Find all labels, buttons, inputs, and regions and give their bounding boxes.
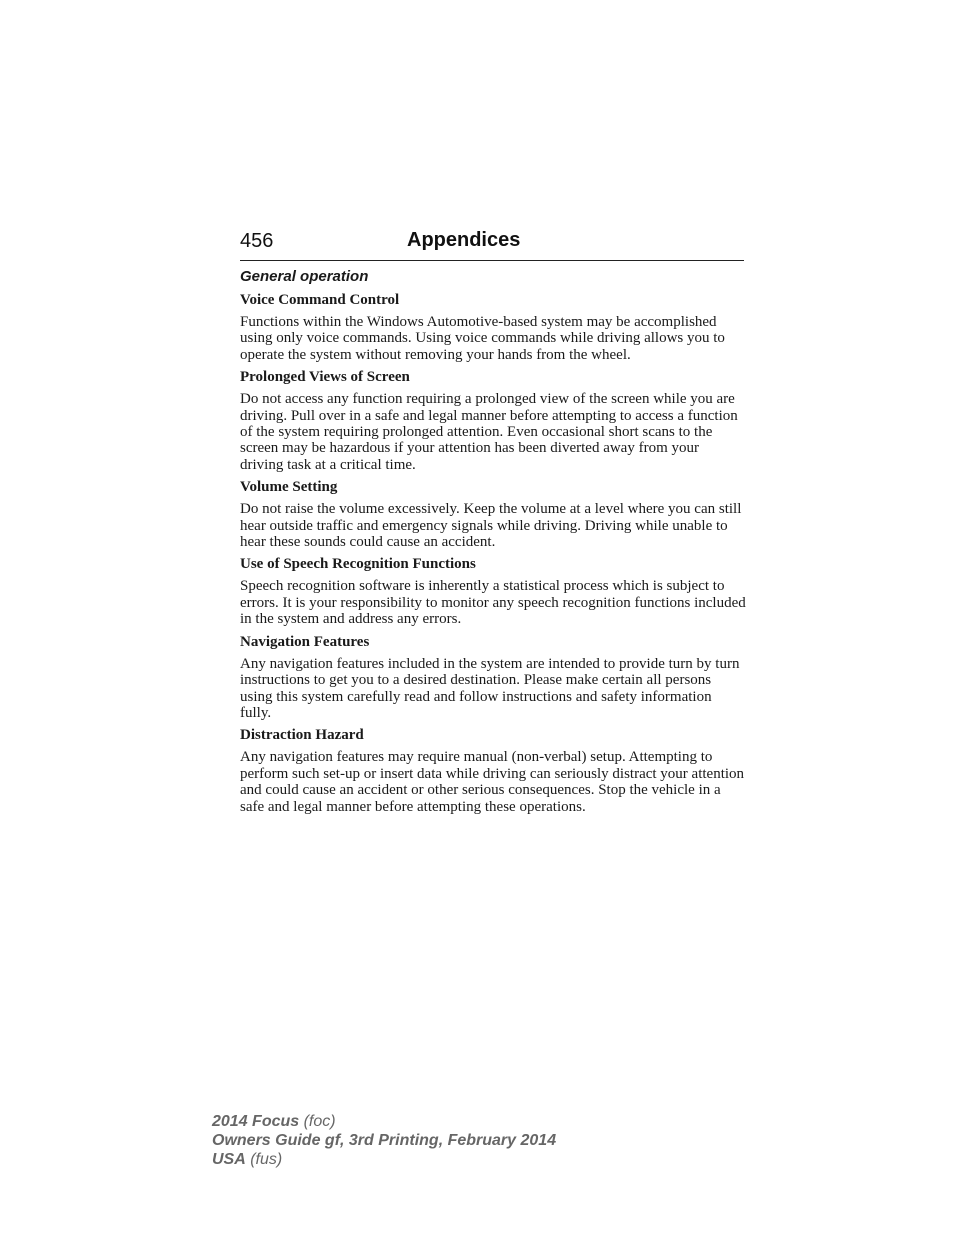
paragraph-voice-command-control: Functions within the Windows Automotive-based system may be accomplished using only voice commands. Using voice commands while driving allows you to operate the system without removing your hands from the wheel. bbox=[240, 314, 725, 363]
paragraph-volume-setting: Do not raise the volume excessively. Keep the volume at a level where you can still hear outside traffic and emergency signals while driving. Driving while unable to hear these sounds could cause an accident. bbox=[240, 501, 742, 551]
subheading-prolonged-views-of-screen: Prolonged Views of Screen bbox=[240, 369, 410, 386]
subheading-volume-setting: Volume Setting bbox=[240, 479, 338, 496]
paragraph-prolonged-views-of-screen: Do not access any function requiring a prolonged view of the screen while you are driving. Pull over in a safe and legal manner before attempting to access a function of the system requiring prolonged attention. Even occasional short scans to the screen may be hazardous if your attention has been diverted away from your driving task at a critical time. bbox=[240, 391, 738, 473]
footer-market: USA bbox=[212, 1151, 246, 1168]
footer-model-line bbox=[212, 1112, 556, 1131]
subheading-navigation-features: Navigation Features bbox=[240, 633, 370, 650]
paragraph-navigation-features: Any navigation features included in the system are intended to provide turn by turn instructions to get you to a desired destination. Please make certain all persons using this system carefully read and follow instructions and safety information fully. bbox=[240, 655, 740, 721]
paragraph-speech-recognition: Speech recognition software is inherently a statistical process which is subject to errors. It is your responsibility to monitor any speech recognition functions included in the system and address any errors. bbox=[240, 578, 746, 628]
page-footer bbox=[212, 1112, 556, 1169]
footer-model-code: (foc) bbox=[299, 1113, 336, 1130]
section-title: General operation bbox=[240, 268, 369, 285]
subheading-distraction-hazard: Distraction Hazard bbox=[240, 727, 364, 744]
paragraph-distraction-hazard: Any navigation features may require manual (non-verbal) setup. Attempting to perform such set-up or insert data while driving can seriously distract your attention and could cause an accident or other serious consequences. Stop the vehicle in a safe and legal manner before attempting these operations. bbox=[240, 749, 745, 815]
subheading-voice-command-control: Voice Command Control bbox=[240, 292, 400, 308]
footer-market-line bbox=[212, 1150, 556, 1169]
footer-market-code: (fus) bbox=[245, 1151, 283, 1168]
subheading-speech-recognition: Use of Speech Recognition Functions bbox=[240, 556, 476, 573]
page-content bbox=[240, 267, 746, 821]
page-number: 456 bbox=[240, 230, 274, 252]
chapter-title: Appendices bbox=[407, 229, 521, 251]
page-header bbox=[240, 228, 744, 261]
footer-edition: Owners Guide gf, 3rd Printing, February 2014 bbox=[212, 1132, 557, 1149]
footer-model: 2014 Focus bbox=[212, 1113, 300, 1130]
